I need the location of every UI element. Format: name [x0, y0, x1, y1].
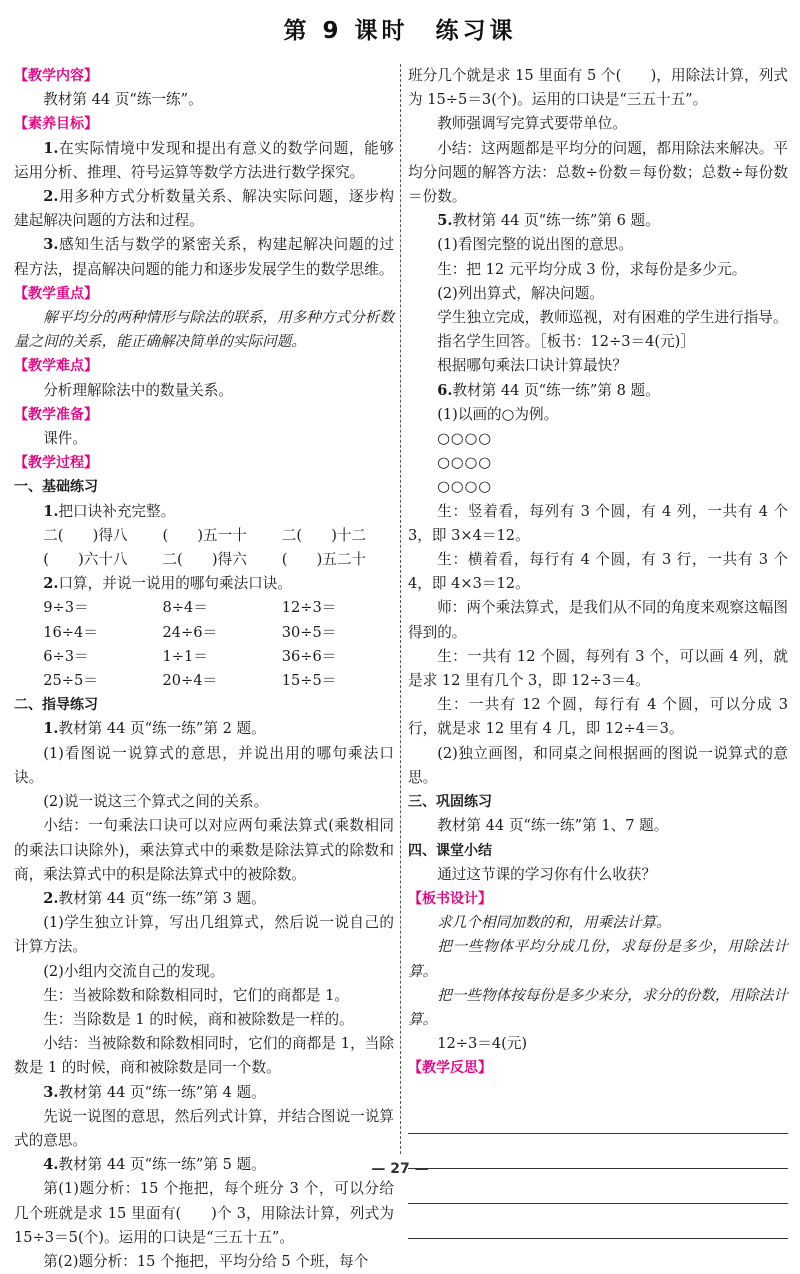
- guided-5e: 指名学生回答。［板书：12÷3＝4(元)］: [437, 333, 695, 351]
- key-text: 解平均分的两种情形与除法的联系，用多种方式分析数量之间的关系，能正确解决简单的实际问题。: [14, 309, 394, 351]
- guided-4: 4.教材第 44 页“练一练”第 5 题。: [43, 1156, 266, 1174]
- section-consolidation: 三、巩固练习: [408, 794, 492, 811]
- tag-key: 【教学重点】: [14, 285, 98, 302]
- guided-6f: 生：一共有 12 个圆，每行有 4 个圆，可以分成 3 行，就是求 12 里有 4 几，即 12÷4＝3。: [408, 696, 788, 738]
- guided-6e: 生：一共有 12 个圆，每列有 3 个，可以画 4 列，就是求 12 里有几个 3，即 12÷3＝4。: [408, 647, 788, 690]
- tag-reflect: 【教学反思】: [408, 1060, 492, 1077]
- guided-2a: (1)学生独立计算，写出几组算式，然后说一说自己的计算方法。: [14, 914, 394, 956]
- reflection-line: [408, 1099, 788, 1134]
- guided-5b: 生：把 12 元平均分成 3 份，求每份是多少元。: [437, 260, 747, 278]
- tag-prep: 【教学准备】: [14, 406, 98, 423]
- guided-6a: (1)以画的○为例。: [437, 405, 559, 423]
- guided-5a: (1)看图完整的说出图的意思。: [437, 236, 633, 254]
- guided-2b: (2)小组内交流自己的发现。: [43, 962, 225, 980]
- circle-row-2: ○○○○: [437, 454, 493, 472]
- fill-row-1: 二( )得八 ( )五一十 二( )十二: [43, 526, 367, 544]
- reflection-line: [408, 1204, 788, 1239]
- guided-2e: 小结：当被除数和除数相同时，它们的商都是 1，当除数是 1 的时候，商和被除数是同一个数。: [14, 1035, 394, 1077]
- guided-1: 1.教材第 44 页“练一练”第 2 题。: [43, 720, 266, 738]
- goal-3: 3.感知生活与数学的紧密关系，构建起解决问题的过程方法，提高解决问题的能力和逐步发展学生的数学思维。: [14, 236, 394, 278]
- calc-row-4: 25÷5＝ 20÷4＝ 15÷5＝: [43, 672, 337, 690]
- board-line-2: 把一些物体平均分成几份，求每份是多少，用除法计算。: [408, 938, 788, 980]
- guided-6c: 生：横着看，每行有 4 个圆，有 3 行，一共有 3 个 4，即 4×3＝12。: [408, 551, 788, 593]
- guided-2c: 生：当被除数和除数相同时，它们的商都是 1。: [43, 986, 349, 1004]
- fill-row-2: ( )六十八 二( )得六 ( )五二十: [43, 551, 367, 569]
- tag-goals: 【素养目标】: [14, 116, 98, 133]
- prep-text: 课件。: [43, 430, 87, 448]
- summary-text: 通过这节课的学习你有什么收获？: [437, 865, 657, 883]
- guided-3a: 先说一说图的意思，然后列式计算，并结合图说一说算式的意思。: [14, 1107, 394, 1149]
- guided-5d: 学生独立完成，教师巡视，对有困难的学生进行指导。: [437, 309, 788, 327]
- tag-difficulty: 【教学难点】: [14, 358, 98, 375]
- guided-1c: 小结：一句乘法口诀可以对应两句乘法算式(乘数相同的乘法口诀除外)，乘法算式中的乘数是除法算式的除数和商，乘法算式中的积是除法算式中的被除数。: [14, 817, 394, 883]
- guided-3: 3.教材第 44 页“练一练”第 4 题。: [43, 1083, 266, 1101]
- goal-2: 2.用多种方式分析数量关系、解决实际问题，逐步构建起解决问题的方法和过程。: [14, 188, 394, 230]
- goal-1: 1.在实际情境中发现和提出有意义的数学问题，能够运用分析、推理、符号运算等数学方法进行数学探究。: [14, 139, 394, 181]
- tag-content: 【教学内容】: [14, 68, 98, 84]
- right-column: [408, 64, 788, 1239]
- guided-5: 5.教材第 44 页“练一练”第 6 题。: [437, 212, 660, 230]
- calc-row-1: 9÷3＝ 8÷4＝ 12÷3＝: [43, 599, 337, 617]
- continued-text: 班分几个就是求 15 里面有 5 个( )，用除法计算，列式为 15÷5＝3(个)。运用的口诀是“三五十五”。: [408, 67, 788, 109]
- section-summary: 四、课堂小结: [408, 842, 492, 859]
- guided-6b: 生：竖着看，每列有 3 个圆，有 4 列，一共有 4 个 3，即 3×4＝12。: [408, 502, 788, 544]
- board-line-4: 12÷3＝4(元): [437, 1035, 528, 1053]
- board-line-1: 求几个相同加数的和，用乘法计算。: [437, 914, 671, 932]
- guided-1b: (2)说一说这三个算式之间的关系。: [43, 793, 269, 811]
- board-line-3: 把一些物体按每份是多少来分，求分的份数，用除法计算。: [408, 986, 788, 1028]
- guided-6d: 师：两个乘法算式，是我们从不同的角度来观察这幅图得到的。: [408, 599, 788, 641]
- circle-row-1: ○○○○: [437, 430, 493, 448]
- left-column: [14, 64, 394, 1274]
- tag-process: 【教学过程】: [14, 455, 98, 472]
- content-text: 教材第 44 页“练一练”。: [43, 91, 203, 109]
- section-basic-practice: 一、基础练习: [14, 479, 98, 496]
- guided-5f: 根据哪句乘法口诀计算最快？: [437, 357, 627, 375]
- page-number: — 27 —: [371, 1161, 429, 1177]
- page-title: 第 9 课时 练习课: [283, 18, 517, 44]
- guided-4b: 第(2)题分析：15 个拖把，平均分给 5 个班，每个: [43, 1252, 369, 1270]
- guided-2: 2.教材第 44 页“练一练”第 3 题。: [43, 889, 266, 907]
- guided-2d: 生：当除数是 1 的时候，商和被除数是一样的。: [43, 1010, 354, 1028]
- section-guided-practice: 二、指导练习: [14, 697, 98, 714]
- difficulty-text: 分析理解除法中的数量关系。: [43, 381, 233, 399]
- right-note-1: 教师强调写完算式要带单位。: [437, 115, 627, 133]
- circle-row-3: ○○○○: [437, 478, 493, 496]
- guided-5c: (2)列出算式，解决问题。: [437, 284, 604, 302]
- guided-6: 6.教材第 44 页“练一练”第 8 题。: [437, 381, 660, 399]
- calc-row-3: 6÷3＝ 1÷1＝ 36÷6＝: [43, 647, 337, 665]
- consolidation-text: 教材第 44 页“练一练”第 1、7 题。: [437, 817, 669, 835]
- question-2: 2.口算，并说一说用的哪句乘法口诀。: [43, 575, 292, 593]
- tag-board: 【板书设计】: [408, 890, 492, 907]
- guided-4a: 第(1)题分析：15 个拖把，每个班分 3 个，可以分给几个班就是求 15 里面有( )个 3，用除法计算，列式为 15÷3＝5(个)。运用的口诀是“三五十五”。: [14, 1180, 394, 1246]
- guided-6g: (2)独立画图，和同桌之间根据画的图说一说算式的意思。: [408, 744, 788, 786]
- question-1: 1.把口诀补充完整。: [43, 502, 176, 520]
- right-summary: 小结：这两题都是平均分的问题，都用除法来解决。平均分问题的解答方法：总数÷份数＝每份数；总数÷每份数＝份数。: [408, 139, 788, 206]
- calc-row-2: 16÷4＝ 24÷6＝ 30÷5＝: [43, 623, 337, 641]
- guided-1a: (1)看图说一说算式的意思，并说出用的哪句乘法口诀。: [14, 744, 394, 786]
